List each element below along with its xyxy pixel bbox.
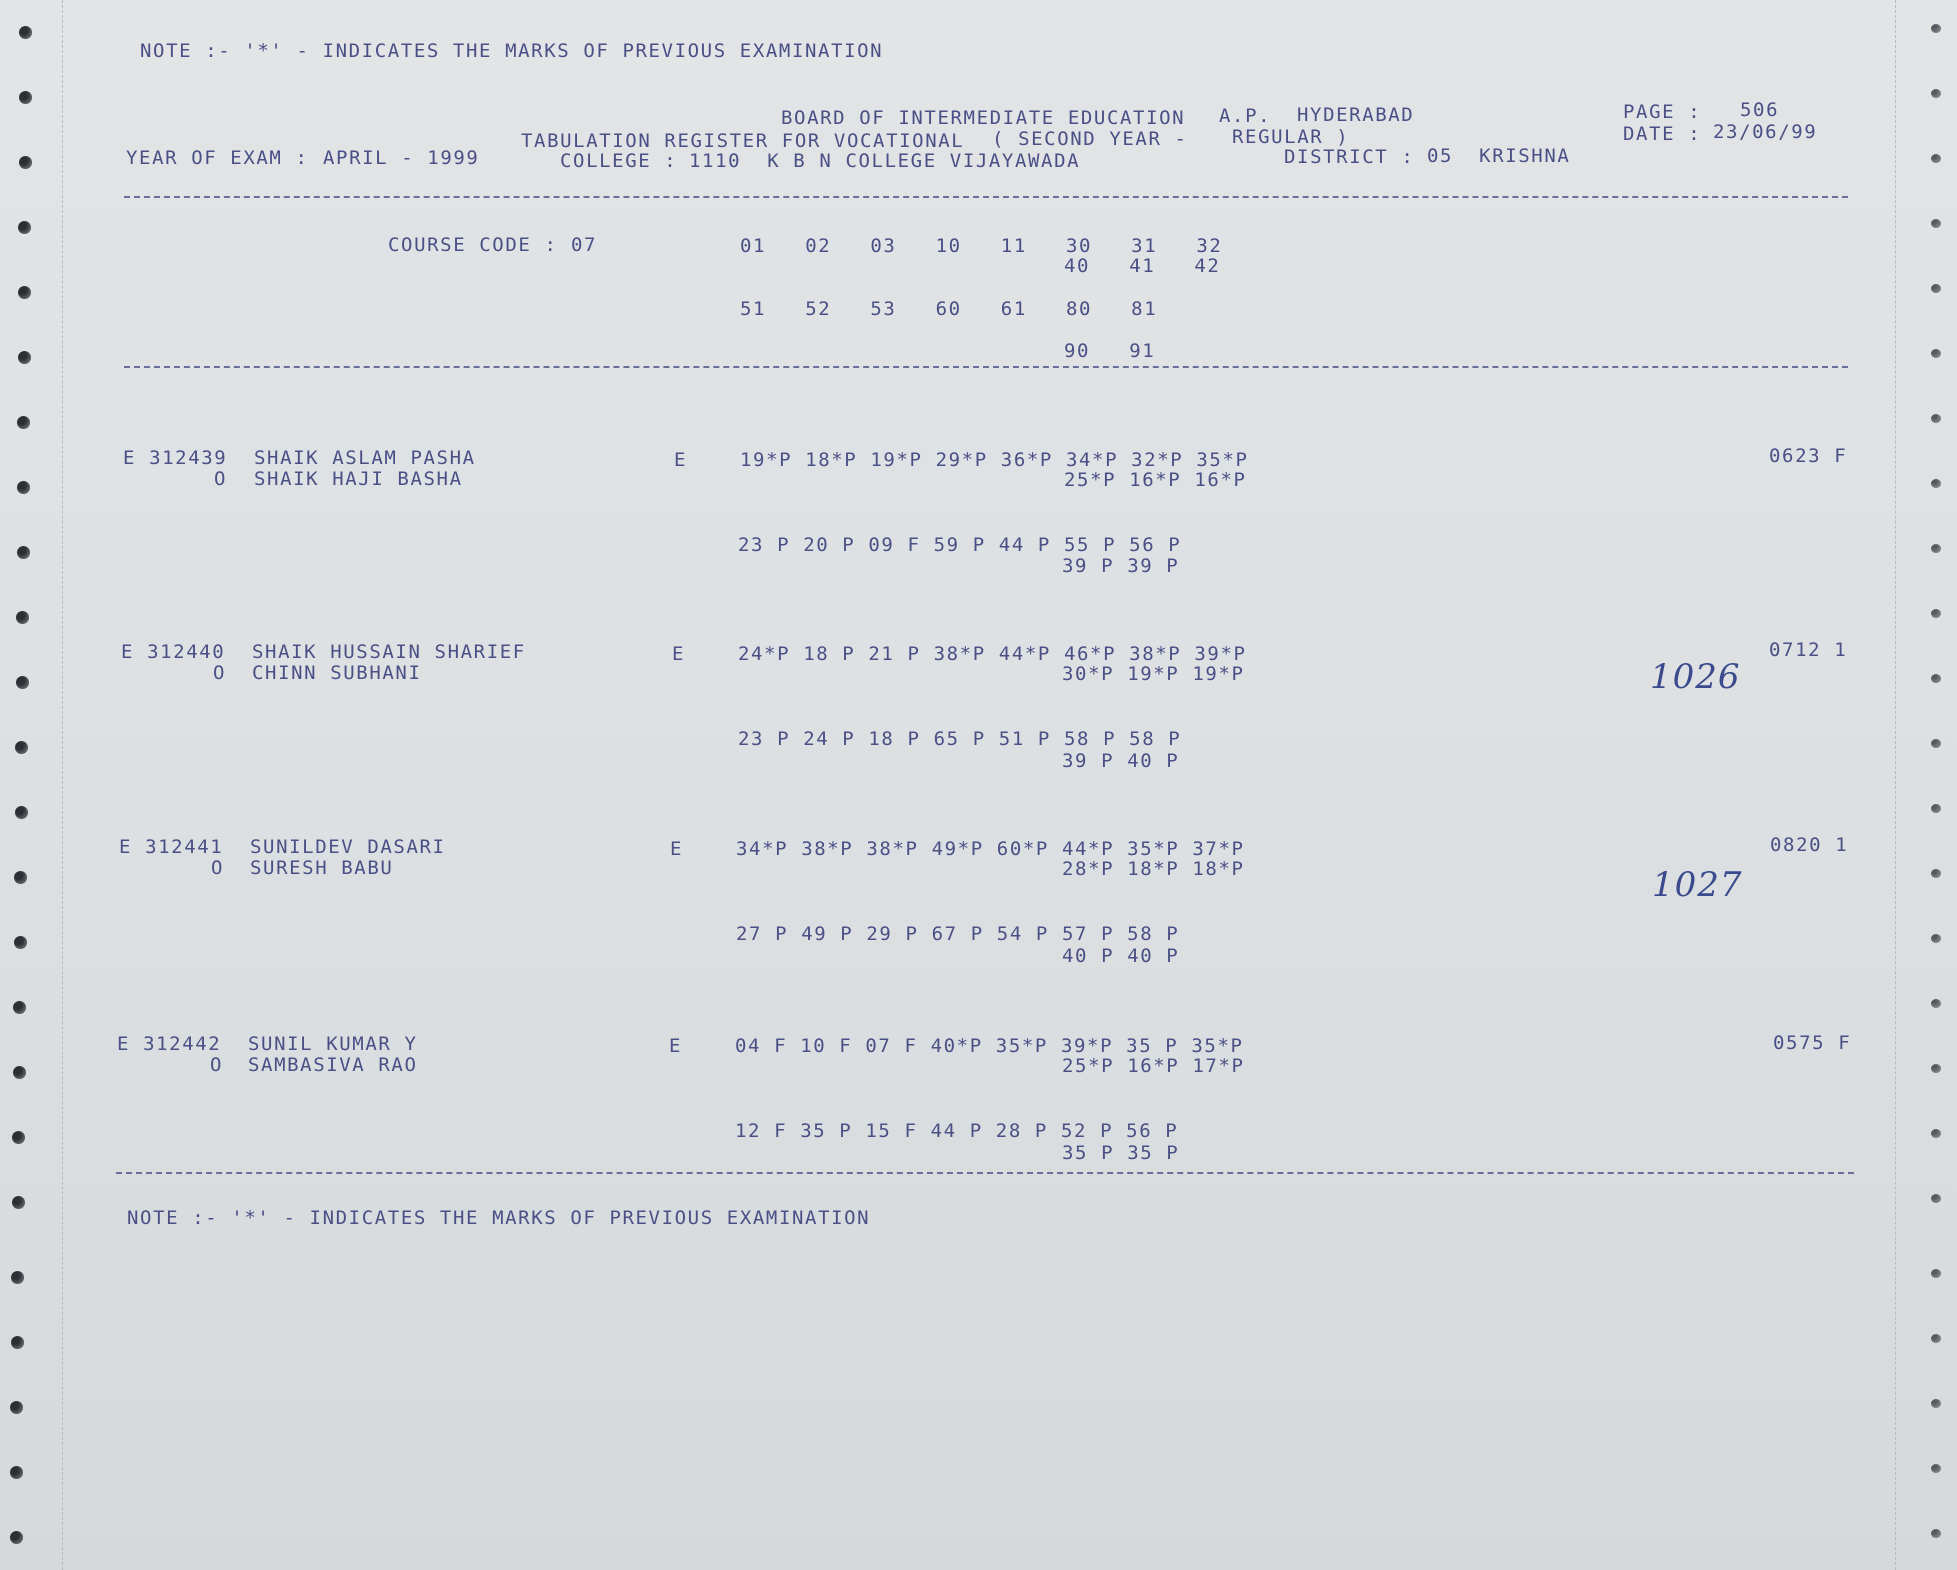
perforation-hole	[1931, 1064, 1941, 1073]
perforation-hole	[13, 1066, 26, 1079]
hall-ticket-number: E 312440	[121, 641, 226, 663]
course-divider	[124, 366, 1848, 368]
subject-codes-row-4: 90 91	[1064, 340, 1156, 362]
perforation-hole	[18, 221, 31, 234]
perforation-hole	[1931, 1529, 1941, 1538]
perforation-hole	[1931, 869, 1941, 878]
college-name: 1110 K B N COLLEGE VIJAYAWADA	[689, 150, 1081, 172]
perforation-hole	[1931, 1334, 1941, 1343]
marks-line-3: 27 P 49 P 29 P 67 P 54 P 57 P 58 P	[736, 923, 1180, 945]
marks-line-3: 23 P 24 P 18 P 65 P 51 P 58 P 58 P	[738, 728, 1182, 750]
perforation-hole	[1931, 24, 1941, 33]
perforation-hole	[16, 611, 29, 624]
marks-line-1: 34*P 38*P 38*P 49*P 60*P 44*P 35*P 37*P	[736, 838, 1245, 860]
perforation-hole	[19, 91, 32, 104]
perforation-hole	[1931, 1269, 1941, 1278]
perforation-hole	[18, 351, 31, 364]
father-prefix: O	[210, 1054, 224, 1076]
perforation-hole	[19, 26, 32, 39]
marks-line-1: 24*P 18 P 21 P 38*P 44*P 46*P 38*P 39*P	[738, 643, 1247, 665]
perforation-hole	[1931, 219, 1941, 228]
handwritten-serial-number: 1026	[1650, 657, 1741, 697]
marks-line-2: 30*P 19*P 19*P	[1062, 663, 1245, 685]
perforation-hole	[1931, 1129, 1941, 1138]
father-name: SHAIK HAJI BASHA	[254, 468, 463, 490]
register-title: TABULATION REGISTER FOR VOCATIONAL	[521, 130, 965, 152]
hall-ticket-number: E 312441	[119, 836, 224, 858]
page-label: PAGE :	[1623, 101, 1702, 123]
perforation-hole	[14, 871, 27, 884]
perforation-hole	[18, 286, 31, 299]
medium: E	[669, 1035, 683, 1057]
father-name: SAMBASIVA RAO	[248, 1054, 418, 1076]
board-title: BOARD OF INTERMEDIATE EDUCATION	[781, 107, 1186, 129]
perforation-hole	[15, 806, 28, 819]
note-bottom: NOTE :- '*' - INDICATES THE MARKS OF PREVIOUS EXAMINATION	[127, 1207, 871, 1229]
perforation-hole	[1931, 1399, 1941, 1408]
medium: E	[672, 643, 686, 665]
father-prefix: O	[214, 468, 228, 490]
perforation-hole	[15, 741, 28, 754]
marks-line-4: 40 P 40 P	[1062, 945, 1180, 967]
handwritten-serial-number: 1027	[1652, 865, 1743, 905]
perforation-hole	[1931, 89, 1941, 98]
perforation-hole	[1931, 999, 1941, 1008]
course-code-label: COURSE CODE :	[388, 234, 558, 256]
page-number: 506	[1740, 99, 1780, 121]
marks-line-2: 25*P 16*P 16*P	[1064, 469, 1247, 491]
perforation-hole	[1931, 544, 1941, 553]
year-of-exam: APRIL - 1999	[323, 147, 480, 169]
perforation-hole	[16, 676, 29, 689]
total-and-result: 0820 1	[1770, 834, 1849, 856]
total-and-result: 0712 1	[1769, 639, 1848, 661]
perforation-hole	[1931, 1194, 1941, 1203]
perforation-hole	[12, 1196, 25, 1209]
perforation-hole	[1931, 349, 1941, 358]
perforation-hole	[10, 1531, 23, 1544]
perforation-hole	[17, 416, 30, 429]
perforation-hole	[1931, 479, 1941, 488]
register-regular: REGULAR )	[1232, 126, 1350, 148]
left-perforation-line	[62, 0, 64, 1570]
marks-line-2: 25*P 16*P 17*P	[1062, 1055, 1245, 1077]
left-tractor-strip	[0, 0, 40, 1570]
perforation-hole	[1931, 804, 1941, 813]
perforation-hole	[10, 1401, 23, 1414]
note-top: NOTE :- '*' - INDICATES THE MARKS OF PREVIOUS EXAMINATION	[140, 40, 884, 62]
student-name: SUNIL KUMAR Y	[248, 1033, 418, 1055]
perforation-hole	[17, 546, 30, 559]
footer-divider	[116, 1172, 1854, 1174]
subject-codes-row-1: 01 02 03 10 11 30 31 32	[740, 235, 1223, 257]
marks-line-3: 23 P 20 P 09 F 59 P 44 P 55 P 56 P	[738, 534, 1182, 556]
marks-line-4: 39 P 39 P	[1062, 555, 1180, 577]
perforation-hole	[1931, 284, 1941, 293]
subject-codes-row-2: 40 41 42	[1064, 255, 1221, 277]
district-label: DISTRICT :	[1284, 146, 1415, 168]
perforation-hole	[10, 1466, 23, 1479]
medium: E	[670, 838, 684, 860]
perforation-hole	[1931, 674, 1941, 683]
perforation-hole	[1931, 154, 1941, 163]
perforation-hole	[17, 481, 30, 494]
hall-ticket-number: E 312442	[117, 1033, 222, 1055]
total-and-result: 0575 F	[1773, 1032, 1852, 1054]
student-name: SHAIK ASLAM PASHA	[254, 447, 476, 469]
district-name: 05 KRISHNA	[1427, 145, 1571, 167]
board-state: A.P.	[1219, 105, 1272, 127]
register-year-type: ( SECOND YEAR -	[992, 128, 1188, 150]
marks-line-2: 28*P 18*P 18*P	[1062, 858, 1245, 880]
hall-ticket-number: E 312439	[123, 447, 228, 469]
perforation-hole	[19, 156, 32, 169]
perforation-hole	[1931, 609, 1941, 618]
perforation-hole	[14, 936, 27, 949]
subject-codes-row-3: 51 52 53 60 61 80 81	[740, 298, 1158, 320]
father-name: CHINN SUBHANI	[252, 662, 422, 684]
marks-line-1: 04 F 10 F 07 F 40*P 35*P 39*P 35 P 35*P	[735, 1035, 1244, 1057]
medium: E	[674, 449, 688, 471]
perforation-hole	[11, 1336, 24, 1349]
perforation-hole	[13, 1001, 26, 1014]
perforation-hole	[1931, 934, 1941, 943]
header-divider	[124, 196, 1848, 198]
right-tractor-strip	[1917, 0, 1957, 1570]
marks-line-4: 39 P 40 P	[1062, 750, 1180, 772]
perforation-hole	[11, 1271, 24, 1284]
perforation-hole	[12, 1131, 25, 1144]
marks-line-1: 19*P 18*P 19*P 29*P 36*P 34*P 32*P 35*P	[740, 449, 1249, 471]
course-code: 07	[571, 234, 598, 256]
father-prefix: O	[213, 662, 227, 684]
perforation-hole	[1931, 414, 1941, 423]
date-label: DATE :	[1623, 123, 1702, 145]
student-name: SUNILDEV DASARI	[250, 836, 446, 858]
perforation-hole	[1931, 1464, 1941, 1473]
father-name: SURESH BABU	[250, 857, 394, 879]
print-date: 23/06/99	[1713, 121, 1818, 143]
year-of-exam-label: YEAR OF EXAM :	[126, 147, 309, 169]
student-name: SHAIK HUSSAIN SHARIEF	[252, 641, 526, 663]
college-label: COLLEGE :	[560, 150, 678, 172]
father-prefix: O	[211, 857, 225, 879]
perforation-hole	[1931, 739, 1941, 748]
total-and-result: 0623 F	[1769, 445, 1848, 467]
marks-line-3: 12 F 35 P 15 F 44 P 28 P 52 P 56 P	[735, 1120, 1179, 1142]
right-perforation-line	[1895, 0, 1897, 1570]
marks-line-4: 35 P 35 P	[1062, 1142, 1180, 1164]
board-city: HYDERABAD	[1297, 104, 1415, 126]
